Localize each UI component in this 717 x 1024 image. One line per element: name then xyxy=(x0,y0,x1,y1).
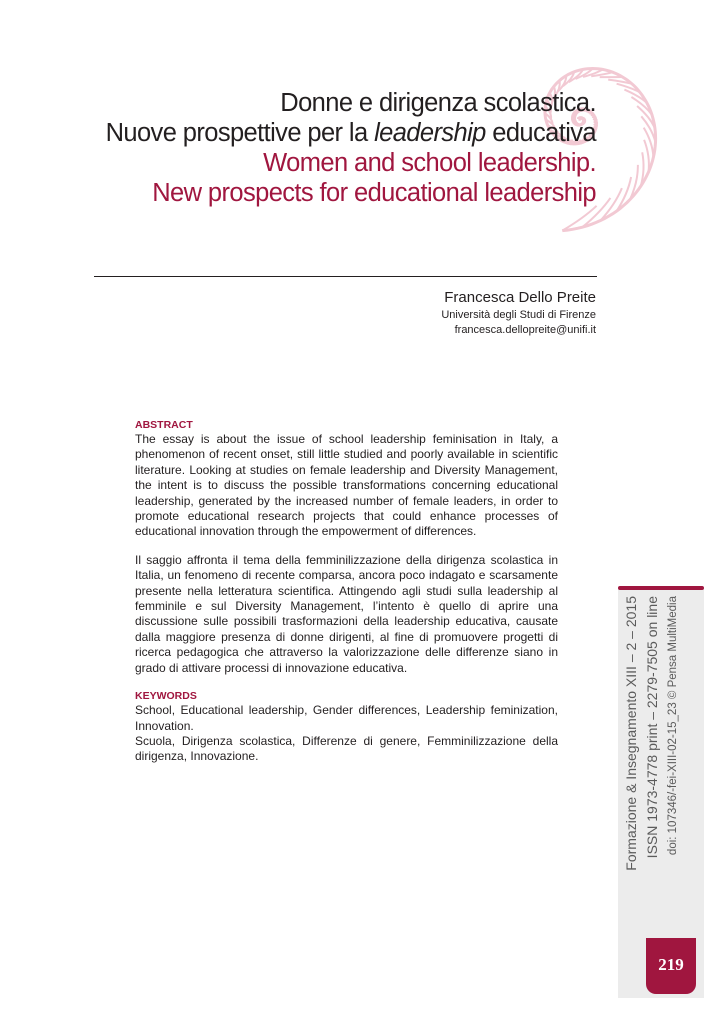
abstract-section xyxy=(135,418,558,765)
abstract-italian: Il saggio affronta il tema della femminilizzazione della dirigenza scolastica in Italia, un fenomeno di recente comparsa, ancora poco indagato e scarsamente presente nella letteratura scientifica. Attingendo agli studi sulla leadership al femminile e sul Diversity Management, l’intento è quello di aprire una discussione sulle possibili trasformazioni della leadership educativa, causate dalla maggiore presenza di donne dirigenti, al fine di promuovere progetti di ricerca pedagogica che attraverso la valorizzazione delle differenze siano in grado di attivare processi di innovazione educativa. xyxy=(135,552,558,675)
keywords-heading: KEYWORDS xyxy=(135,690,197,703)
journal-doi: doi: 107346/-fei-XIII-02-15_23 © Pensa MultiMedia xyxy=(667,596,679,856)
page-number: 219 xyxy=(658,955,684,974)
page-number-tab xyxy=(646,938,696,994)
journal-issue: Formazione & Insegnamento XIII – 2 – 2015 xyxy=(623,596,639,871)
author-affiliation: Università degli Studi di Firenze xyxy=(441,309,596,321)
journal-issn: ISSN 1973-4778 print – 2279-7505 on line xyxy=(644,596,660,859)
author-name: Francesca Dello Preite xyxy=(444,289,596,306)
title-english-line-1: Women and school leadership. xyxy=(263,149,596,177)
keywords-english: School, Educational leadership, Gender differences, Leadership feminization, Innovation. xyxy=(135,703,558,733)
title-italian-line-1: Donne e dirigenza scolastica. xyxy=(280,89,596,117)
abstract-english: The essay is about the issue of school leadership feminisation in Italy, a phenomenon of recent onset, still little studied and poorly available in scientific literature. Looking at studies on female leadership and Diversity Management, the intent is to discuss the possible transformations concerning educational leadership, generated by the increased number of female leaders, in order to promote educational research projects that could enhance processes of educational innovation through the empowerment of differences. xyxy=(135,432,558,539)
author-block xyxy=(441,288,596,338)
sidebar-accent-bar xyxy=(618,586,704,590)
title-english-line-2: New prospects for educational leadership xyxy=(152,179,596,207)
article-title xyxy=(106,88,596,208)
title-italian-line-2: Nuove prospettive per la leadership educativa xyxy=(105,119,596,147)
abstract-heading: ABSTRACT xyxy=(135,419,193,431)
author-email[interactable]: francesca.dellopreite@unifi.it xyxy=(454,324,596,336)
keywords-italian: Scuola, Dirigenza scolastica, Differenze di genere, Femminilizzazione della dirigenza, Innovazione. xyxy=(135,733,558,764)
title-divider xyxy=(94,276,597,277)
journal-info xyxy=(621,596,701,914)
